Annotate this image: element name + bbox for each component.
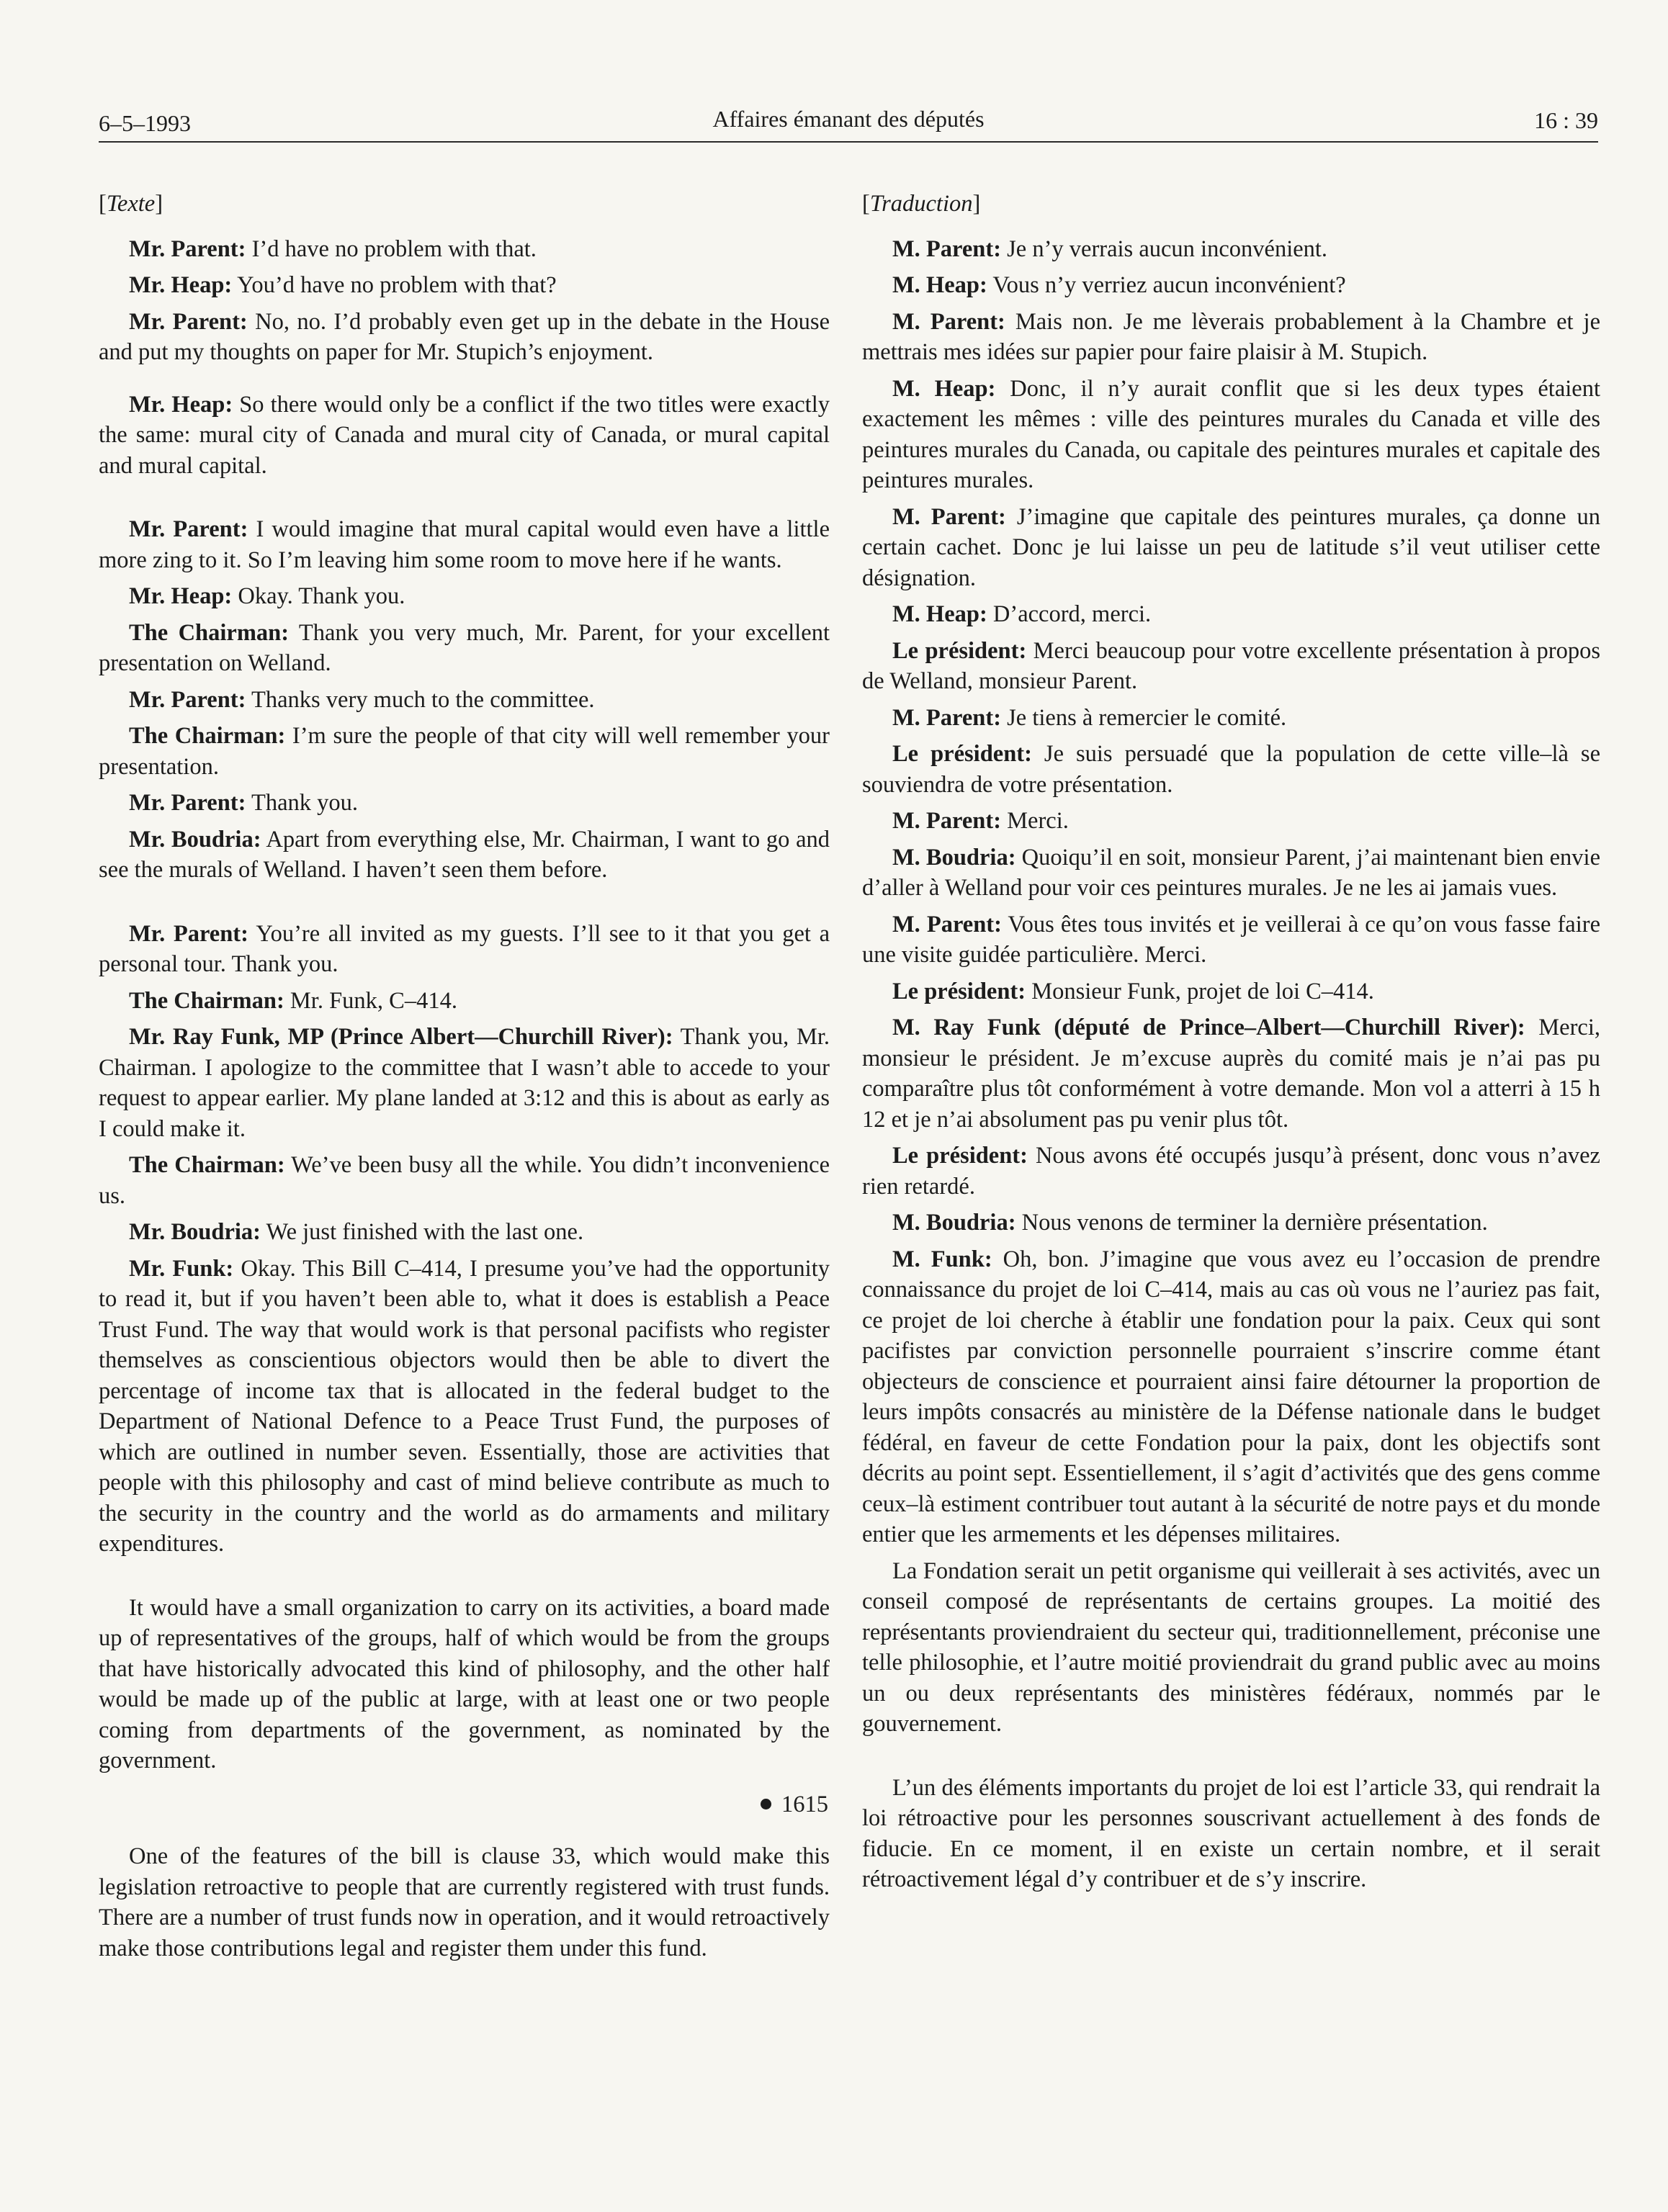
speaker-name: M. Parent: <box>892 704 1002 731</box>
paragraph-text: Vous n’y verriez aucun inconvénient? <box>987 272 1346 298</box>
transcript-paragraph <box>99 1593 830 1776</box>
speaker-name: Mr. Funk: <box>129 1255 234 1282</box>
paragraph-text: Thank you very much, Mr. Parent, for your excellent presentation on Welland. <box>99 619 830 676</box>
speaker-name: M. Parent: <box>892 808 1002 834</box>
speaker-name: Le président: <box>892 1143 1028 1169</box>
speaker-name: M. Heap: <box>892 272 987 298</box>
french-paragraphs <box>862 234 1600 1895</box>
speaker-name: Mr. Parent: <box>129 686 246 713</box>
column-label-english: [Texte] <box>99 191 163 217</box>
paragraph-text: J’imagine que capitale des peintures murales, ça donne un certain cachet. Donc je lui laisse un peu de latitude s’il veut utiliser cette désignation. <box>862 503 1601 591</box>
speaker-name: Mr. Parent: <box>129 516 248 542</box>
paragraph-text: La Fondation serait un petit organisme qui veillerait à ses activités, avec un conseil composé de représentants de certains groupes. La moitié des représentants proviendraient du secteur qui, traditionnellement, préconise une telle philosophie, et l’autre moitié proviendrait du grand public avec au moins un ou deux représentants des ministères fédéraux, nommés par le gouvernement. <box>862 1557 1600 1737</box>
transcript-paragraph <box>862 599 1600 630</box>
paragraph-text: One of the features of the bill is clause 33, which would make this legislation retroactive to people that are currently registered with trust funds. There are a number of trust funds now in operation, and it would retroactively make those contributions legal and register them under this fund. <box>99 1843 830 1961</box>
paragraph-text: Quoiqu’il en soit, monsieur Parent, j’ai maintenant bien envie d’aller à Welland pour voir ces peintures murales. Je ne les ai jamais vues. <box>862 844 1601 901</box>
transcript-paragraph <box>99 514 830 575</box>
running-header <box>99 101 1598 143</box>
paragraph-text: Je n’y verrais aucun inconvénient. <box>1001 235 1328 262</box>
transcript-paragraph <box>862 1556 1600 1740</box>
paragraph-text: Thank you. <box>246 790 359 816</box>
paragraph-text: Mais non. Je me lèverais probablement à la Chambre et je mettrais mes idées sur papier pour faire plaisir à M. Stupich. <box>862 308 1601 365</box>
paragraph-text: Okay. This Bill C–414, I presume you’ve had the opportunity to read it, but if you haven’t been able to, what it does is establish a Peace Trust Fund. The way that would work is that personal pacifists who register themselves as conscientious objectors would then be able to divert the percentage of income tax that is allocated in the federal budget to the Department of National Defence to a Peace Trust Fund, the purposes of which are outlined in number seven. Essentially, those are activities that people with this philosophy and cast of mind believe contribute as much to the security in the country and the world as do armaments and military expenditures. <box>99 1255 830 1557</box>
transcript-paragraph <box>99 685 830 716</box>
speaker-name: M. Boudria: <box>892 1210 1016 1236</box>
transcript-paragraph <box>99 1254 830 1560</box>
column-label-french: [Traduction] <box>862 191 981 217</box>
speaker-name: Mr. Parent: <box>129 790 246 816</box>
transcript-paragraph <box>862 1773 1600 1895</box>
transcript-paragraph <box>99 1150 830 1211</box>
speaker-name: M. Heap: <box>892 375 996 402</box>
speaker-name: The Chairman: <box>129 723 286 749</box>
transcript-paragraph <box>862 1208 1600 1238</box>
paragraph-text: Je tiens à remercier le comité. <box>1001 704 1287 731</box>
speaker-name: M. Funk: <box>892 1246 992 1272</box>
paragraph-text: Apart from everything else, Mr. Chairman, I want to go and see the murals of Welland. I haven’t seen them before. <box>99 826 830 883</box>
transcript-paragraph <box>99 307 830 368</box>
transcript-paragraph <box>99 1217 830 1248</box>
speaker-name: M. Parent: <box>892 235 1002 262</box>
paragraph-text: Merci beaucoup pour votre excellente présentation à propos de Welland, monsieur Parent. <box>862 637 1600 694</box>
transcript-paragraph <box>862 307 1600 368</box>
paragraph-text: Mr. Funk, C–414. <box>284 987 457 1014</box>
transcript-paragraph <box>99 788 830 819</box>
paragraph-text: Je suis persuadé que la population de cette ville–là se souviendra de votre présentation. <box>862 741 1600 798</box>
paragraph-text: Thanks very much to the committee. <box>246 686 595 713</box>
paragraph-text: It would have a small organization to carry on its activities, a board made up of representatives of the groups, half of which would be from the groups that have historically advocated this kind of philosophy, and the other half would be made up of the public at large, with at least one or two people coming from departments of the government, as nominated by the government. <box>99 1594 830 1773</box>
paragraph-text: I’d have no problem with that. <box>246 235 537 262</box>
speaker-name: The Chairman: <box>129 619 290 646</box>
transcript-paragraph <box>99 721 830 782</box>
time-marker-text: 1615 <box>781 1791 828 1817</box>
paragraph-text: Okay. Thank you. <box>232 583 405 609</box>
transcript-paragraph <box>99 390 830 482</box>
speaker-name: Mr. Heap: <box>129 272 233 298</box>
speaker-name: M. Ray Funk (député de Prince–Albert—Churchill River): <box>892 1015 1525 1040</box>
transcript-paragraph <box>862 270 1600 301</box>
paragraph-text: We’ve been busy all the while. You didn’t inconvenience us. <box>99 1152 830 1209</box>
transcript-paragraph <box>99 919 830 980</box>
paragraph-text: No, no. I’d probably even get up in the debate in the House and put my thoughts on paper for Mr. Stupich’s enjoyment. <box>99 308 830 365</box>
transcript-paragraph <box>862 1012 1600 1135</box>
paragraph-text: Donc, il n’y aurait conflit que si les deux types étaient exactement les mêmes : ville des peintures murales du Canada et ville des peintures murales du Canada, ou capitale des peintures murales et capitale des peintures murales. <box>862 375 1600 493</box>
paragraph-text: L’un des éléments importants du projet de loi est l’article 33, qui rendrait la loi rétroactive pour les personnes souscrivant actuellement à des fonds de fiducie. En ce moment, il en existe un certain nombre, et il serait rétroactivement légal d’y contribuer et de s’y inscrire. <box>862 1774 1600 1892</box>
paragraph-text: Thank you, Mr. Chairman. I apologize to the committee that I wasn’t able to accede to your request to appear earlier. My plane landed at 3:12 and this is about as early as I could make it. <box>99 1024 830 1142</box>
paragraph-text: Nous avons été occupés jusqu’à présent, donc vous n’avez rien retardé. <box>862 1143 1600 1200</box>
transcript-paragraph <box>99 1841 830 1964</box>
speaker-name: Mr. Ray Funk, MP (Prince Albert—Churchill River): <box>129 1024 673 1050</box>
transcript-paragraph <box>862 1244 1600 1550</box>
transcript-paragraph <box>99 234 830 265</box>
speaker-name: The Chairman: <box>129 1152 285 1178</box>
speaker-name: M. Parent: <box>892 503 1006 530</box>
speaker-name: Le président: <box>892 741 1032 767</box>
paragraph-text: Merci. <box>1001 808 1069 834</box>
paragraph-text: I’m sure the people of that city will well remember your presentation. <box>99 723 830 780</box>
transcript-paragraph <box>862 739 1600 800</box>
speaker-name: Mr. Parent: <box>129 920 248 947</box>
speaker-name: Mr. Parent: <box>129 308 248 335</box>
transcript-paragraph <box>862 636 1600 697</box>
paragraph-text: Monsieur Funk, projet de loi C–414. <box>1026 978 1374 1004</box>
speaker-name: Le président: <box>892 978 1026 1004</box>
header-title: Affaires émanant des députés <box>712 106 985 132</box>
paragraph-text: D’accord, merci. <box>987 601 1152 627</box>
transcript-paragraph <box>99 581 830 612</box>
transcript-paragraph <box>862 842 1600 904</box>
speaker-name: Mr. Boudria: <box>129 1219 261 1245</box>
transcript-paragraph <box>862 1141 1600 1202</box>
transcript-paragraph <box>862 234 1600 265</box>
transcript-paragraph <box>862 703 1600 734</box>
transcript-paragraph <box>99 1022 830 1144</box>
transcript-paragraph <box>862 909 1600 971</box>
paragraph-text: Oh, bon. J’imagine que vous avez eu l’occasion de prendre connaissance du projet de loi C–414, mais au cas où vous ne l’auriez pas fait, ce projet de loi cherche à établir une fondation pour la paix. Ceux qui sont pacifistes par conviction personnelle pourraient s’inscrire comme étant objecteurs de conscience et pourraient ainsi faire détourner la proportion de leurs impôts consacrés au ministère de la Défense nationale dans le budget fédéral, en faveur de cette Fondation pour la paix, dont les objectifs sont décrits au point sept. Essentiellement, il s’agit d’activités que des gens comme ceux–là estiment contribuer tout autant à la sécurité de notre pays et du monde entier que les armements et les dépenses militaires. <box>862 1246 1600 1547</box>
header-page-number: 16 : 39 <box>1534 107 1598 133</box>
speaker-name: M. Boudria: <box>892 844 1016 871</box>
speaker-name: The Chairman: <box>129 987 284 1014</box>
speaker-name: M. Parent: <box>892 911 1002 938</box>
speaker-name: Mr. Parent: <box>129 235 246 262</box>
transcript-paragraph <box>99 270 830 301</box>
paragraph-text: We just finished with the last one. <box>260 1219 584 1245</box>
paragraph-text: So there would only be a conflict if the two titles were exactly the same: mural city of Canada and mural city of Canada, or mural capital and mural capital. <box>99 391 830 479</box>
english-paragraphs <box>99 234 830 1964</box>
paragraph-text: You’re all invited as my guests. I’ll see to it that you get a personal tour. Thank you. <box>99 920 830 977</box>
speaker-name: M. Parent: <box>892 308 1005 335</box>
speaker-name: Mr. Heap: <box>129 583 233 609</box>
transcript-paragraph <box>99 986 830 1017</box>
transcript-paragraph <box>99 824 830 886</box>
paragraph-text: I would imagine that mural capital would even have a little more zing to it. So I’m leaving him some room to move here if he wants. <box>99 516 830 573</box>
speaker-name: Mr. Boudria: <box>129 826 261 853</box>
english-column <box>99 189 830 1969</box>
speaker-name: M. Heap: <box>892 601 987 627</box>
french-column <box>862 189 1600 1901</box>
paragraph-text: Merci, monsieur le président. Je m’excuse auprès du comité mais je n’ai pas pu comparaître plus tôt conformément à votre demande. Mon vol a atterri à 15 h 12 et je n’ai absolument pas pu venir plus tôt. <box>862 1015 1600 1133</box>
transcript-paragraph <box>862 806 1600 837</box>
bullet-icon <box>761 1799 771 1809</box>
time-marker <box>99 1789 830 1820</box>
paragraph-text: You’d have no problem with that? <box>232 272 557 298</box>
transcript-paragraph <box>862 976 1600 1007</box>
paragraph-text: Vous êtes tous invités et je veillerai à ce qu’on vous fasse faire une visite guidée particulière. Merci. <box>862 911 1601 968</box>
speaker-name: Le président: <box>892 637 1027 664</box>
transcript-paragraph <box>862 502 1600 594</box>
transcript-paragraph <box>862 374 1600 496</box>
header-date: 6–5–1993 <box>99 110 191 136</box>
transcript-paragraph <box>99 618 830 679</box>
paragraph-text: Nous venons de terminer la dernière présentation. <box>1015 1210 1488 1236</box>
speaker-name: Mr. Heap: <box>129 391 233 418</box>
